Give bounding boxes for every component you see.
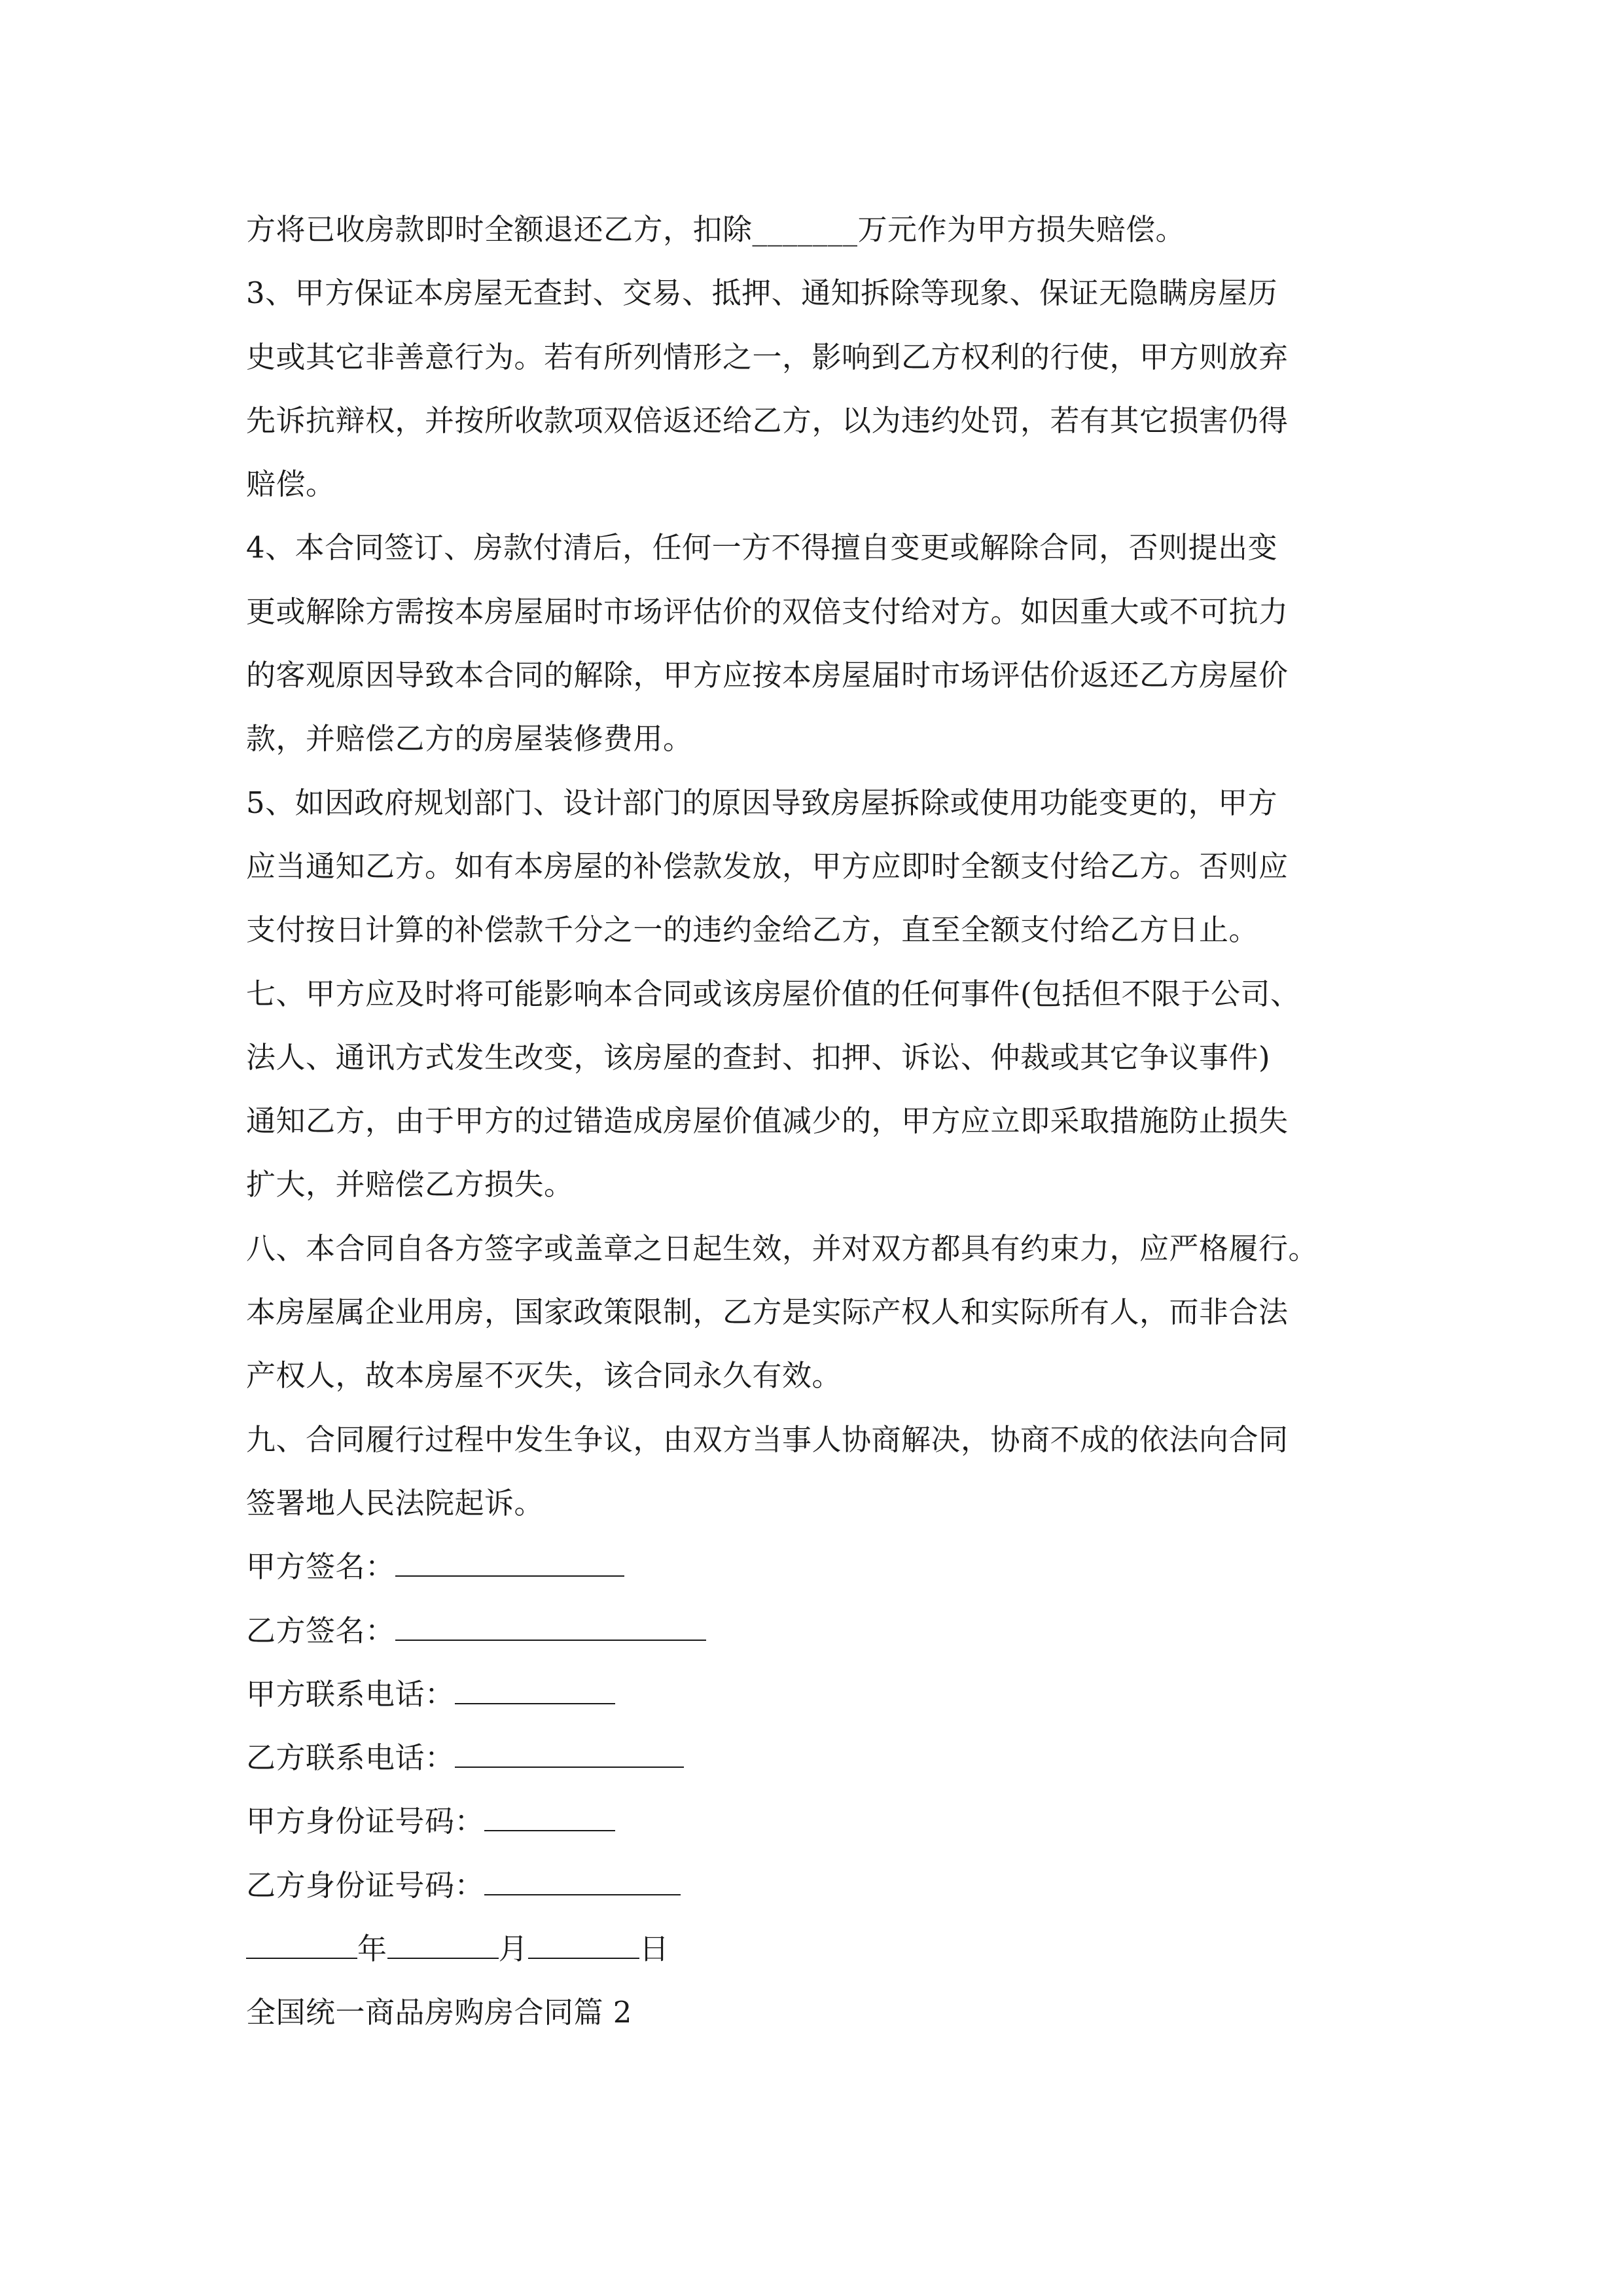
- text-line: 八、本合同自各方签字或盖章之日起生效，并对双方都具有约束力，应严格履行。: [246, 1230, 1319, 1266]
- text-line: 签署地人民法院起诉。: [246, 1485, 544, 1520]
- party-a-phone-label: 甲方联系电话：: [246, 1676, 455, 1712]
- text-line: 九、合同履行过程中发生争议，由双方当事人协商解决，协商不成的依法向合同: [246, 1422, 1289, 1457]
- party-b-id-label: 乙方身份证号码：: [246, 1867, 485, 1903]
- party-a-id-label: 甲方身份证号码：: [246, 1804, 485, 1839]
- party-b-phone-blank[interactable]: [455, 1740, 684, 1768]
- party-a-signature-row: [246, 1535, 1398, 1598]
- party-a-phone-row: [246, 1662, 1398, 1726]
- text-line: 的客观原因导致本合同的解除，甲方应按本房屋届时市场评估价返还乙方房屋价: [246, 658, 1289, 693]
- party-a-phone-blank[interactable]: [455, 1677, 615, 1704]
- text-line: 4、本合同签订、房款付清后，任何一方不得擅自变更或解除合同，否则提出变: [246, 530, 1278, 565]
- text-line: 扩大，并赔偿乙方损失。: [246, 1167, 574, 1202]
- day-label: 日: [639, 1931, 669, 1967]
- text-line: 法人、通讯方式发生改变，该房屋的查封、扣押、诉讼、仲裁或其它争议事件): [246, 1039, 1271, 1075]
- party-b-signature-label: 乙方签名：: [246, 1613, 395, 1648]
- text-line: 本房屋属企业用房，国家政策限制，乙方是实际产权人和实际所有人，而非合法: [246, 1295, 1289, 1330]
- month-label: 月: [498, 1931, 529, 1967]
- text-line: 支付按日计算的补偿款千分之一的违约金给乙方，直至全额支付给乙方日止。: [246, 912, 1259, 948]
- party-b-id-row: [246, 1854, 1398, 1917]
- party-a-signature-blank[interactable]: [395, 1549, 624, 1577]
- party-b-id-blank[interactable]: [484, 1868, 681, 1895]
- text-line: 赔偿。: [246, 467, 336, 502]
- text-line: 5、如因政府规划部门、设计部门的原因导致房屋拆除或使用功能变更的，甲方: [246, 785, 1278, 820]
- text-line: 更或解除方需按本房屋届时市场评估价的双倍支付给对方。如因重大或不可抗力: [246, 594, 1289, 629]
- party-b-phone-label: 乙方联系电话：: [246, 1740, 455, 1776]
- party-a-id-blank[interactable]: [484, 1804, 615, 1831]
- text-line: 先诉抗辩权，并按所收款项双倍返还给乙方，以为违约处罚，若有其它损害仍得: [246, 403, 1289, 438]
- text-line: 史或其它非善意行为。若有所列情形之一，影响到乙方权利的行使，甲方则放弃: [246, 339, 1289, 374]
- month-blank[interactable]: [387, 1931, 499, 1959]
- text-line: 通知乙方，由于甲方的过错造成房屋价值减少的，甲方应立即采取措施防止损失: [246, 1103, 1289, 1139]
- party-b-signature-blank[interactable]: [395, 1613, 706, 1641]
- document-body: [246, 198, 1398, 2045]
- party-a-signature-label: 甲方签名：: [246, 1549, 395, 1585]
- text-line: 七、甲方应及时将可能影响本合同或该房屋价值的任何事件(包括但不限于公司、: [246, 976, 1300, 1011]
- text-line: 方将已收房款即时全额退还乙方，扣除_______万元作为甲方损失赔偿。: [246, 212, 1186, 247]
- year-label: 年: [357, 1931, 387, 1967]
- year-blank[interactable]: [246, 1931, 357, 1959]
- date-row: [246, 1917, 1398, 1981]
- text-line: 3、甲方保证本房屋无查封、交易、抵押、通知拆除等现象、保证无隐瞒房屋历: [246, 276, 1278, 311]
- party-a-id-row: [246, 1789, 1398, 1853]
- next-section-title: 全国统一商品房购房合同篇 2: [246, 1995, 632, 2030]
- text-line: 款，并赔偿乙方的房屋装修费用。: [246, 721, 693, 757]
- text-line: 产权人，故本房屋不灭失，该合同永久有效。: [246, 1358, 842, 1393]
- day-blank[interactable]: [528, 1931, 639, 1959]
- party-b-signature-row: [246, 1599, 1398, 1662]
- text-line: 应当通知乙方。如有本房屋的补偿款发放，甲方应即时全额支付给乙方。否则应: [246, 848, 1289, 884]
- party-b-phone-row: [246, 1726, 1398, 1789]
